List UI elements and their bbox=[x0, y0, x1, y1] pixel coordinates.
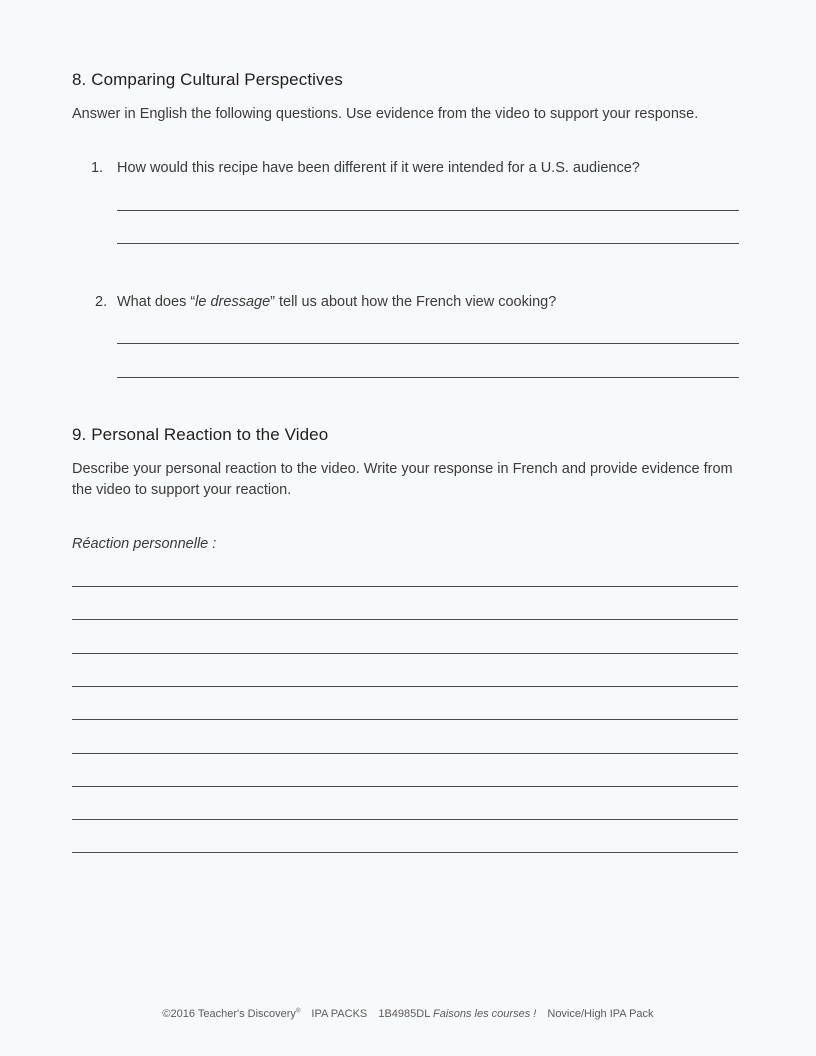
registered-mark: ® bbox=[295, 1008, 301, 1015]
section-9-title: 9. Personal Reaction to the Video bbox=[72, 425, 329, 444]
footer-level: Novice/High IPA Pack bbox=[547, 1008, 654, 1020]
section-9-instructions: Describe your personal reaction to the video. Write your response in French and provide evidence from the video to support your reaction. bbox=[72, 461, 733, 498]
page-footer bbox=[0, 1008, 816, 1020]
question-1-number: 1. bbox=[91, 160, 104, 176]
question-2-text bbox=[117, 294, 556, 310]
question-1-text: How would this recipe have been different if it were intended for a U.S. audience? bbox=[117, 160, 640, 176]
question-2-text-after: ” tell us about how the French view cooking? bbox=[270, 294, 557, 310]
response-line[interactable] bbox=[72, 819, 738, 820]
footer-product-code bbox=[378, 1008, 536, 1020]
section-8-title: 8. Comparing Cultural Perspectives bbox=[72, 70, 343, 89]
footer-copyright-text: ©2016 Teacher's Discovery bbox=[162, 1008, 296, 1020]
response-line[interactable] bbox=[72, 586, 738, 587]
footer-product-code-text: 1B4985DL bbox=[378, 1008, 430, 1020]
footer-series: IPA PACKS bbox=[311, 1008, 368, 1020]
response-label: Réaction personnelle : bbox=[72, 536, 217, 552]
question-1-answer-line-2[interactable] bbox=[117, 243, 739, 244]
question-2-answer-line-2[interactable] bbox=[117, 377, 739, 378]
question-2-number: 2. bbox=[95, 294, 108, 310]
question-2-text-before: What does “ bbox=[117, 294, 196, 310]
footer-title: Faisons les courses ! bbox=[432, 1008, 537, 1020]
response-line[interactable] bbox=[72, 619, 738, 620]
footer-copyright bbox=[162, 1008, 300, 1020]
response-line[interactable] bbox=[72, 753, 738, 754]
question-2-answer-line-1[interactable] bbox=[117, 343, 739, 344]
question-1-answer-line-1[interactable] bbox=[117, 210, 739, 211]
question-2-term: le dressage bbox=[195, 294, 271, 310]
response-line[interactable] bbox=[72, 786, 738, 787]
response-line[interactable] bbox=[72, 719, 738, 720]
response-line[interactable] bbox=[72, 653, 738, 654]
response-line[interactable] bbox=[72, 686, 738, 687]
section-8-instructions: Answer in English the following questions. Use evidence from the video to support your response. bbox=[72, 106, 699, 122]
response-line[interactable] bbox=[72, 852, 738, 853]
